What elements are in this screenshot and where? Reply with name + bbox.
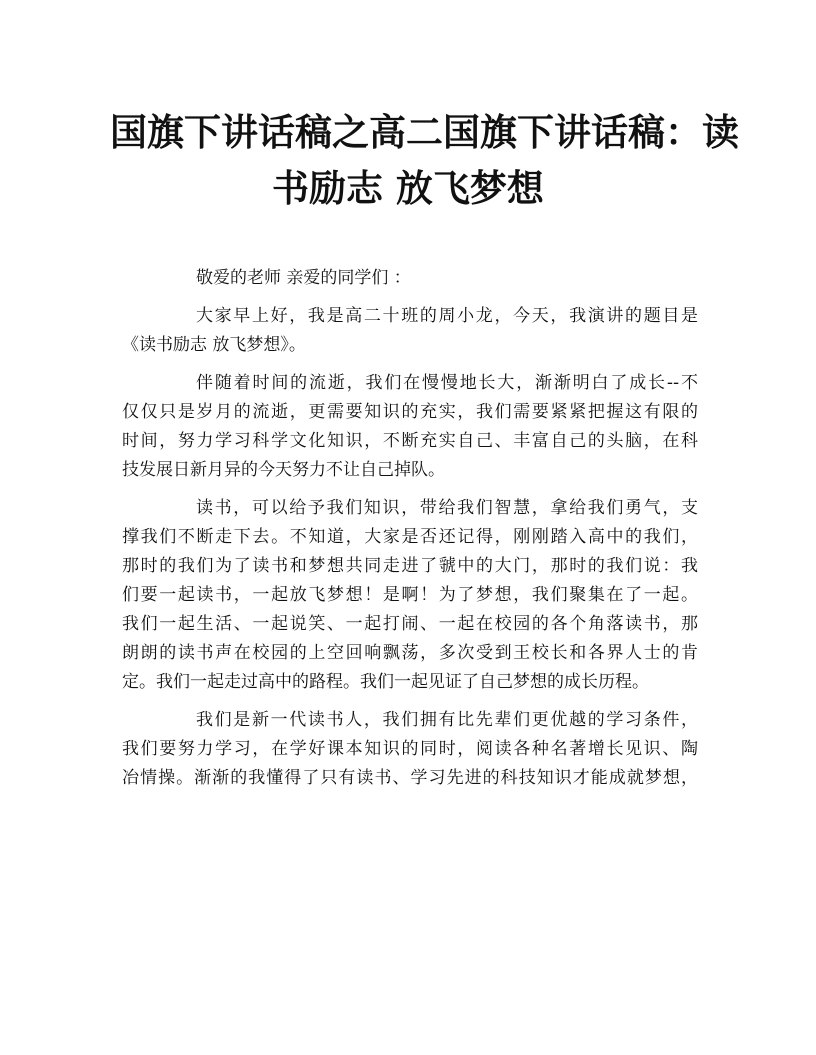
- paragraph-line: 读书，可以给予我们知识，带给我们智慧，拿给我们勇气，支: [196, 498, 698, 518]
- paragraph-line: 我们一起生活、一起说笑、一起打闹、一起在校园的各个角落读书，那: [122, 614, 698, 634]
- salutation: 敬爱的老师 亲爱的同学们 ：: [196, 268, 411, 288]
- document-title: [110, 104, 739, 216]
- paragraph-line: 定。我们一起走过高中的路程。我们一起见证了自己梦想的成长历程。: [122, 672, 649, 692]
- paragraph-line: 撑我们不断走下去。不知道，大家是否还记得，刚刚踏入高中的我们，: [122, 527, 698, 547]
- paragraph-line: 们要一起读书，一起放飞梦想！是啊！为了梦想，我们聚集在了一起。: [122, 585, 698, 605]
- paragraph-line: 冶情操。渐渐的我懂得了只有读书、学习先进的科技知识才能成就梦想，: [122, 768, 698, 788]
- paragraph-line: 大家早上好，我是高二十班的周小龙，今天，我演讲的题目是: [196, 306, 698, 326]
- paragraph-line: 技发展日新月异的今天努力不让自己掉队。: [122, 460, 445, 480]
- paragraph-line: 仅仅只是岁月的流逝，更需要知识的充实，我们需要紧紧把握这有限的: [122, 402, 698, 422]
- title-line: 国旗下讲话稿之高二国旗下讲话稿：读: [110, 110, 739, 154]
- paragraph-line: 时间，努力学习科学文化知识，不断充实自己、丰富自己的头脑，在科: [122, 431, 698, 451]
- title-line: 书励志 放飞梦想: [272, 166, 544, 210]
- paragraph-line: 我们是新一代读书人，我们拥有比先辈们更优越的学习条件，: [196, 710, 698, 730]
- paragraph-line: 朗朗的读书声在校园的上空回响飘荡，多次受到王校长和各界人士的肯: [122, 643, 698, 663]
- document-body: [122, 264, 698, 793]
- paragraph-line: 那时的我们为了读书和梦想共同走进了虢中的大门，那时的我们说：我: [122, 556, 698, 576]
- paragraph-line: 伴随着时间的流逝，我们在慢慢地长大，渐渐明白了成长--不: [196, 373, 698, 393]
- paragraph-line: 《读书励志 放飞梦想》。: [122, 335, 306, 355]
- paragraph-line: 我们要努力学习，在学好课本知识的同时，阅读各种名著增长见识、陶: [122, 739, 698, 759]
